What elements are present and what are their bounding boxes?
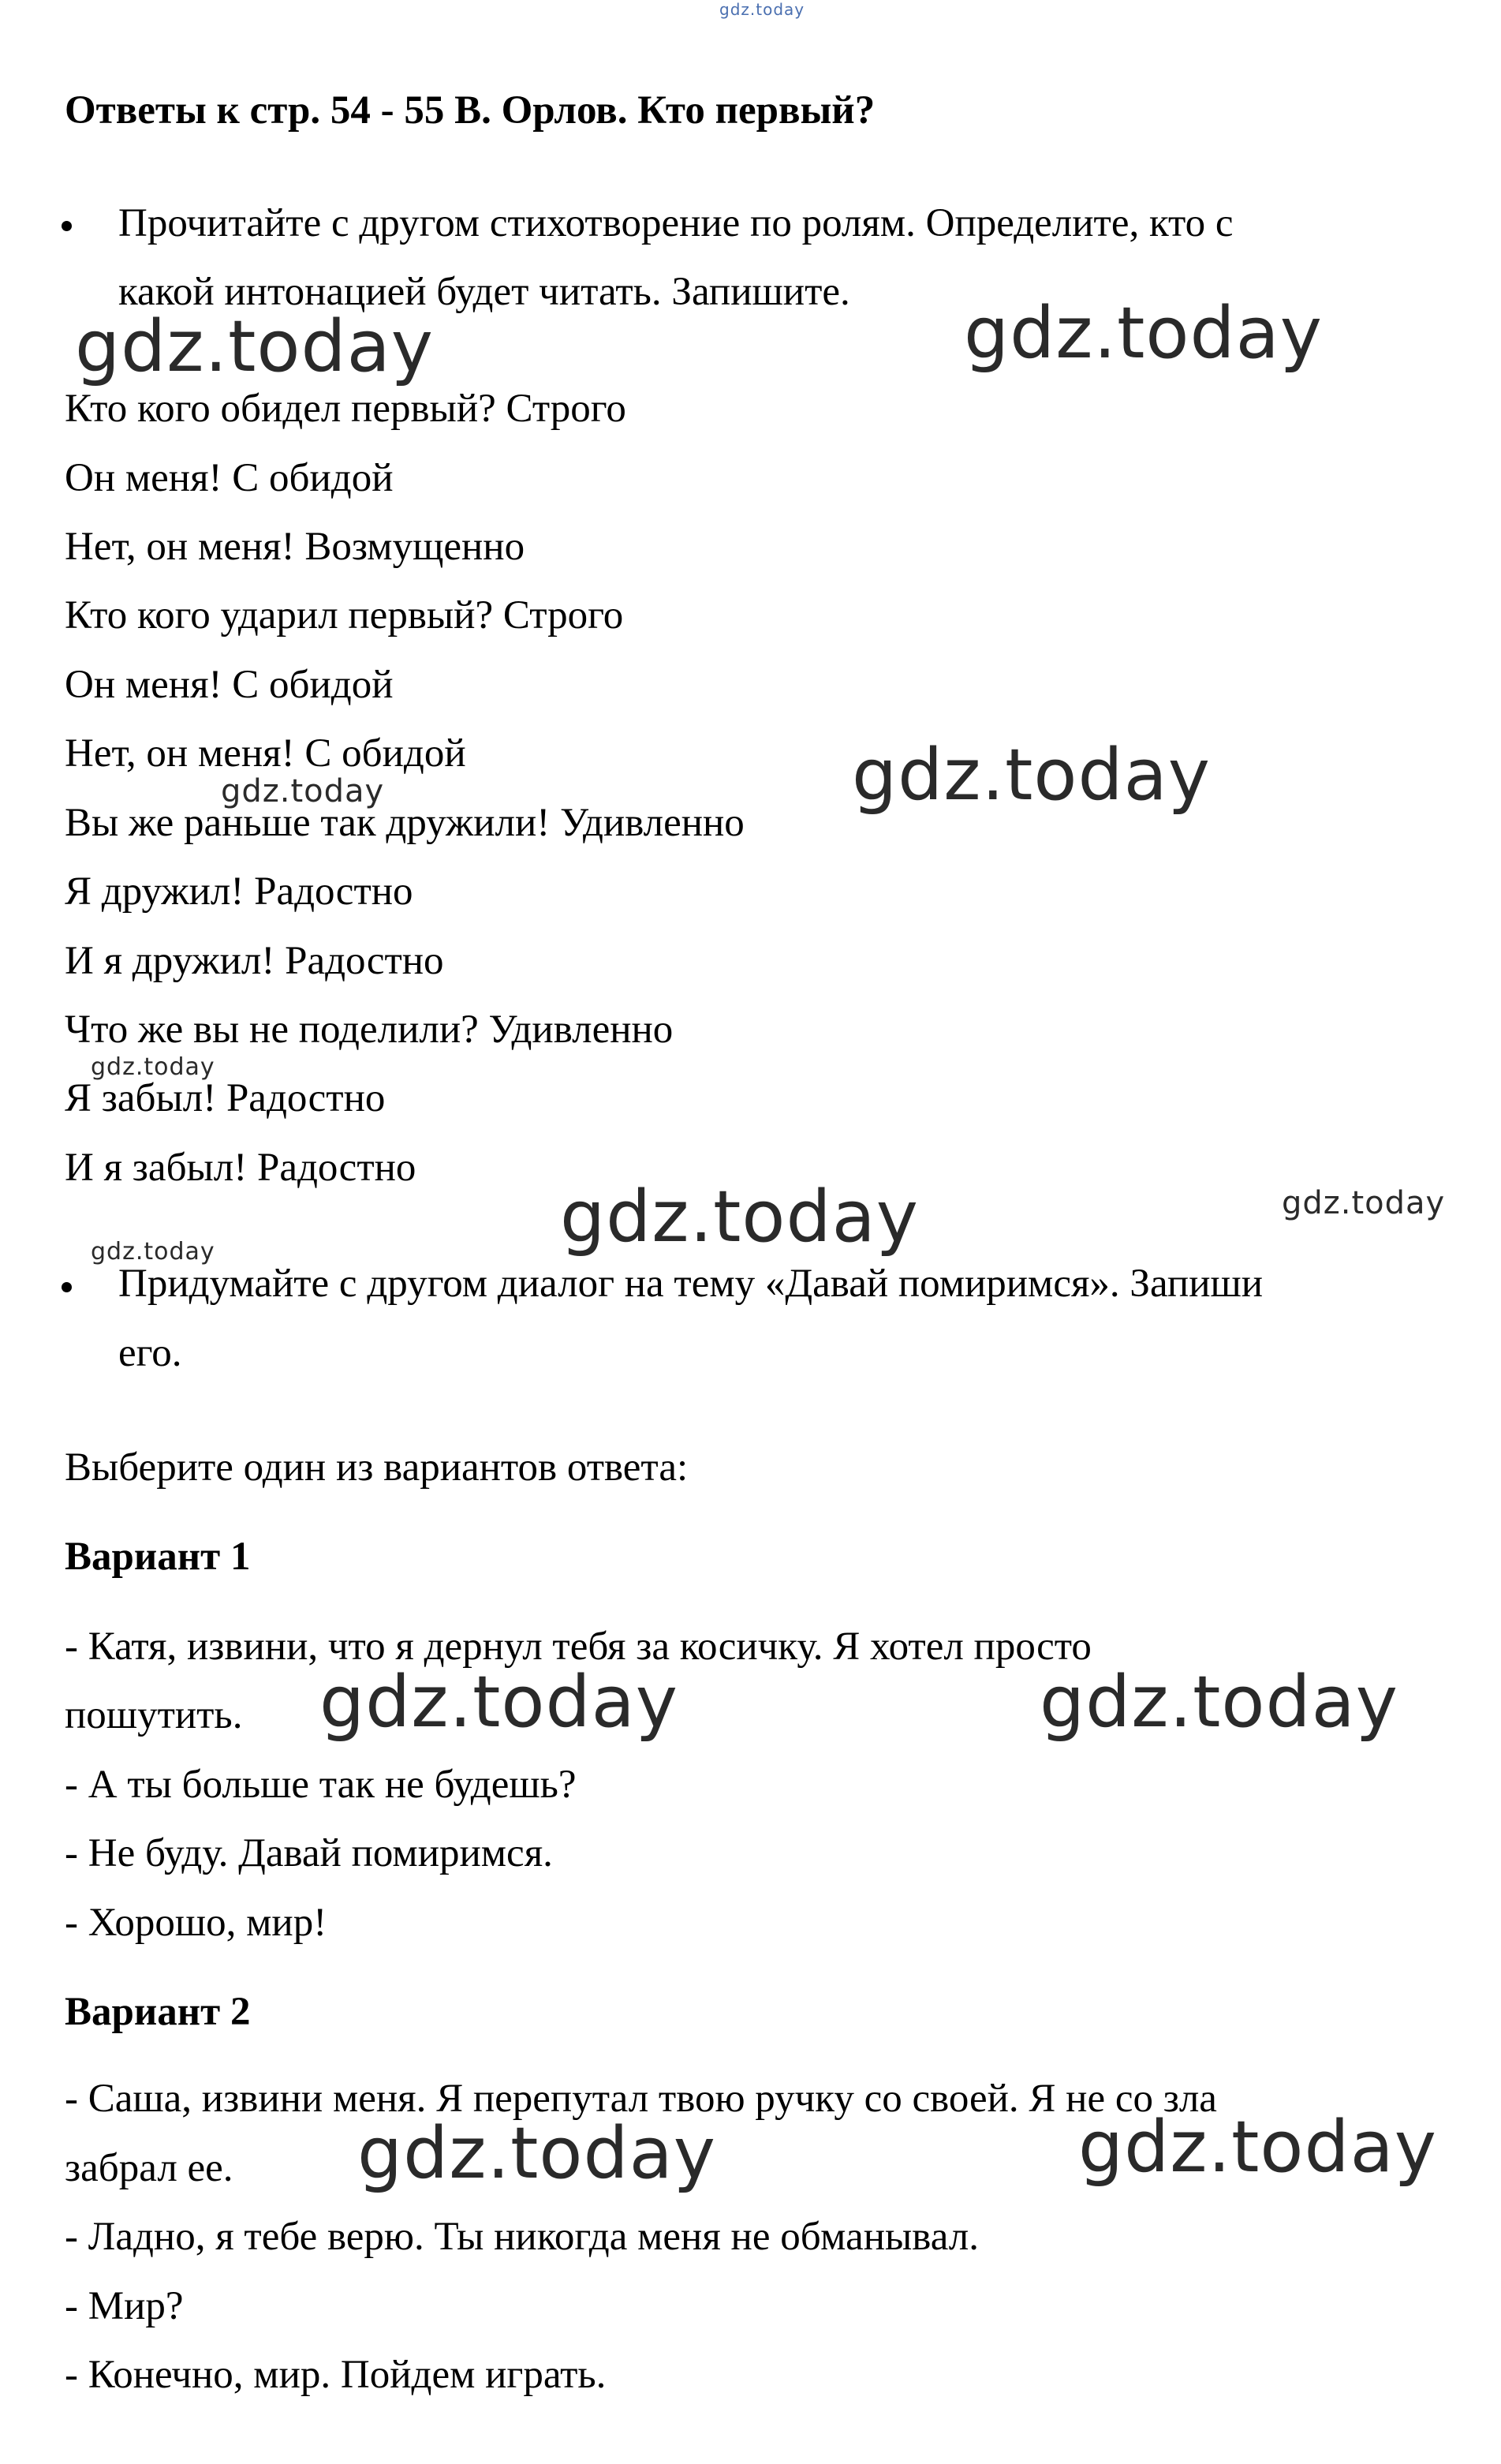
poem-line: Он меня! С обидой <box>65 456 394 500</box>
task1-line2: какой интонацией будет читать. Запишите. <box>118 270 850 314</box>
variant2-line: - Саша, извини меня. Я перепутал твою ручку со своей. Я не со зла <box>65 2077 1217 2121</box>
poem-line: Кто кого обидел первый? Строго <box>65 387 626 431</box>
watermark: gdz.today <box>1040 1661 1399 1744</box>
watermark: gdz.today <box>75 305 435 388</box>
poem-line: Я дружил! Радостно <box>65 869 413 914</box>
watermark: gdz.today <box>560 1176 920 1258</box>
poem-line: Нет, он меня! Возмущенно <box>65 525 525 569</box>
poem-line: Вы же раньше так дружили! Удивленно <box>65 801 745 845</box>
watermark: gdz.today <box>964 292 1324 375</box>
poem-line: Что же вы не поделили? Удивленно <box>65 1008 674 1052</box>
variant1-line: - Не буду. Давай помиримся. <box>65 1831 553 1875</box>
watermark: gdz.today <box>852 734 1212 817</box>
variant1-line: - Катя, извини, что я дернул тебя за косичку. Я хотел просто <box>65 1625 1092 1669</box>
watermark-top: gdz.today <box>719 0 805 19</box>
watermark: gdz.today <box>1282 1185 1446 1221</box>
poem-line: Он меня! С обидой <box>65 663 394 707</box>
variant1-line: - Хорошо, мир! <box>65 1901 327 1945</box>
variant1-line: - А ты больше так не будешь? <box>65 1763 577 1807</box>
poem-line: Нет, он меня! С обидой <box>65 731 466 776</box>
poem-line: Я забыл! Радостно <box>65 1076 386 1120</box>
task2-line1: Придумайте с другом диалог на тему «Давай помиримся». Запиши <box>118 1262 1264 1306</box>
variant2-line: - Ладно, я тебе верю. Ты никогда меня не обманывал. <box>65 2215 979 2259</box>
watermark: gdz.today <box>221 773 385 809</box>
watermark: gdz.today <box>91 1053 215 1081</box>
bullet-icon <box>62 221 72 231</box>
task1-line1: Прочитайте с другом стихотворение по ролям. Определите, кто с <box>118 201 1234 245</box>
watermark: gdz.today <box>357 2112 717 2195</box>
variant1-line: пошутить. <box>65 1693 243 1737</box>
poem-line: И я забыл! Радостно <box>65 1146 416 1190</box>
poem-line: И я дружил! Радостно <box>65 939 444 983</box>
choose-prompt: Выберите один из вариантов ответа: <box>65 1445 689 1490</box>
variant2-line: - Мир? <box>65 2284 184 2328</box>
watermark: gdz.today <box>91 1238 215 1266</box>
variant2-line: - Конечно, мир. Пойдем играть. <box>65 2353 607 2397</box>
bullet-icon <box>62 1282 72 1292</box>
poem-line: Кто кого ударил первый? Строго <box>65 593 624 637</box>
watermark: gdz.today <box>1078 2106 1438 2189</box>
variant1-title: Вариант 1 <box>65 1535 251 1579</box>
watermark: gdz.today <box>319 1661 679 1744</box>
task2-line2: его. <box>118 1331 182 1375</box>
variant2-title: Вариант 2 <box>65 1990 251 2034</box>
page-heading: Ответы к стр. 54 - 55 В. Орлов. Кто первый? <box>65 88 876 133</box>
variant2-line: забрал ее. <box>65 2146 233 2190</box>
